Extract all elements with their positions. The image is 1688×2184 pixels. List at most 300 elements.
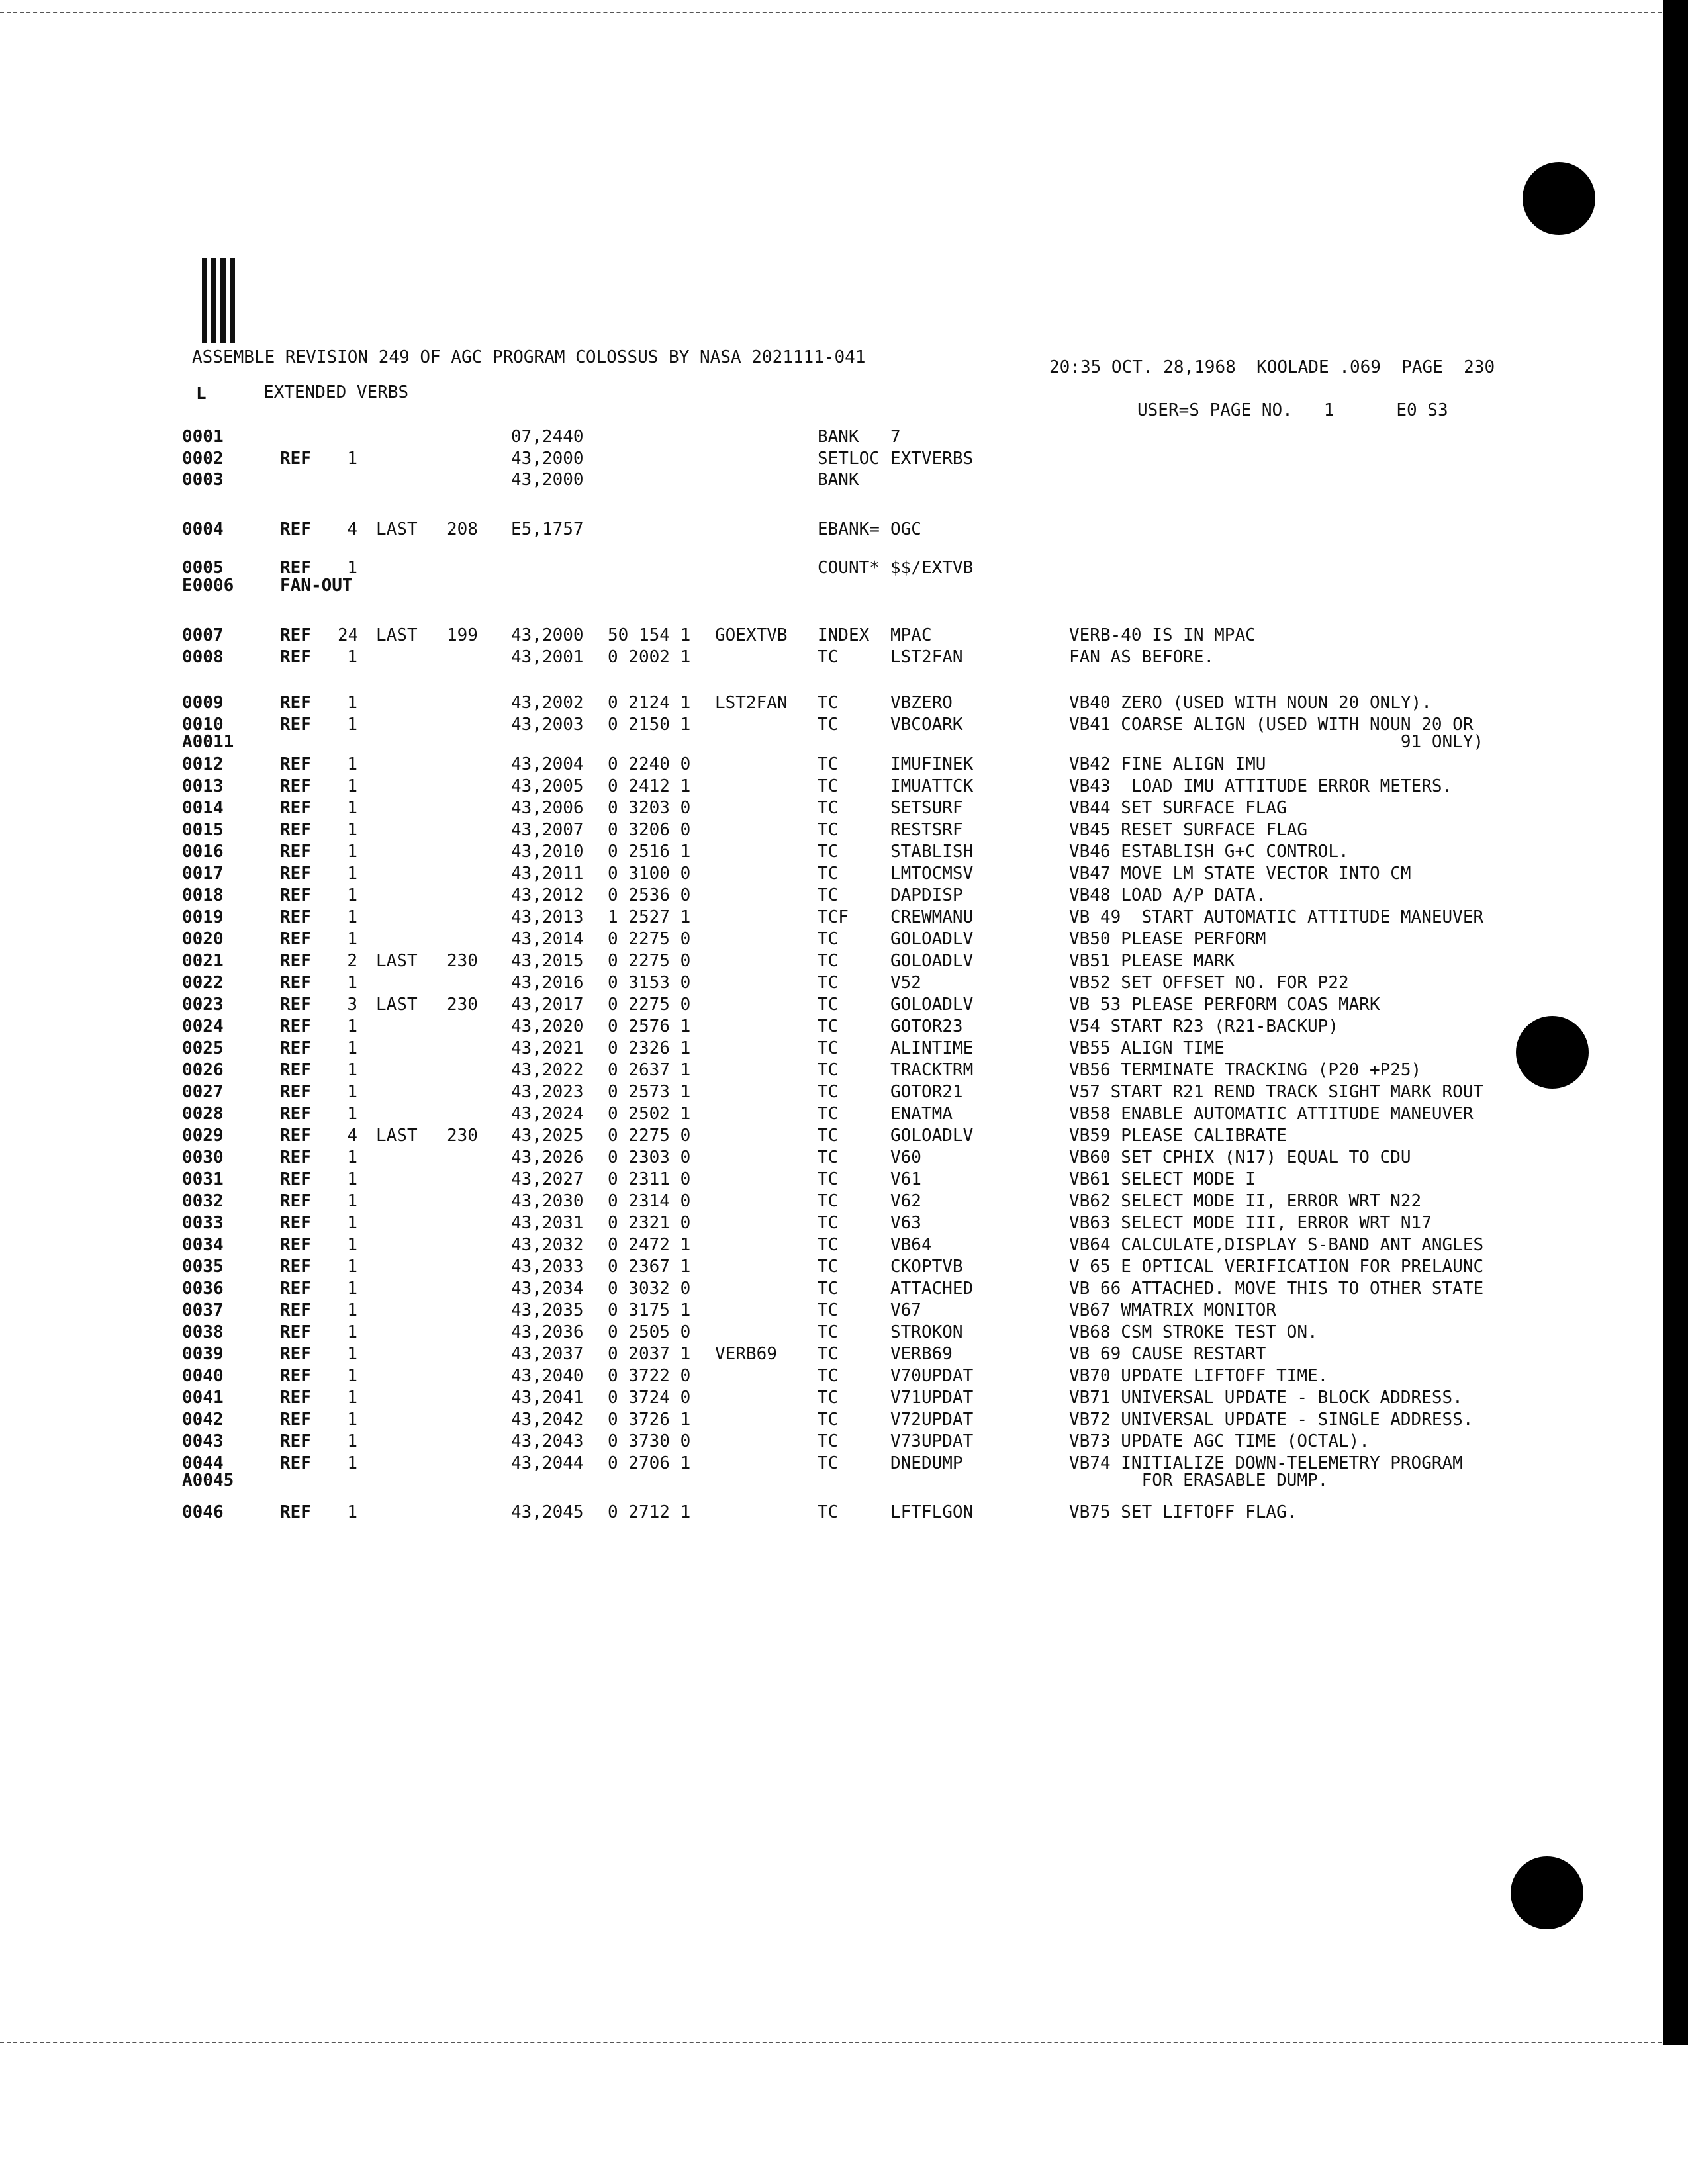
punch-hole-top: [1523, 162, 1595, 235]
cell-count: 1: [347, 1279, 357, 1298]
cell-comment: VB41 COARSE ALIGN (USED WITH NOUN 20 OR: [1069, 715, 1474, 735]
cell-line: E0006: [182, 576, 234, 596]
cell-line: 0030: [182, 1148, 224, 1167]
cell-addr: 43,2000: [511, 625, 584, 645]
cell-line: 0044: [182, 1453, 224, 1473]
cell-operand: V71UPDAT: [890, 1388, 974, 1408]
cell-operand: V73UPDAT: [890, 1432, 974, 1451]
cell-ref: REF: [280, 1388, 311, 1408]
cell-ref: REF: [280, 1257, 311, 1277]
cell-count: 1: [347, 776, 357, 796]
scan-border: [1663, 0, 1688, 2045]
cell-operand: VERB69: [890, 1344, 953, 1364]
cell-comment: 91 ONLY): [1069, 732, 1484, 752]
cell-code: 1 2527 1: [608, 907, 691, 927]
cell-count: 1: [347, 1038, 357, 1058]
cell-op: TC: [818, 1502, 839, 1522]
cell-operand: GOTOR21: [890, 1082, 963, 1102]
cell-ref: REF: [280, 1082, 311, 1102]
cell-comment: VB63 SELECT MODE III, ERROR WRT N17: [1069, 1213, 1432, 1233]
cell-op: TC: [818, 1126, 839, 1146]
cell-last: LAST: [376, 995, 418, 1015]
cell-count: 1: [347, 1169, 357, 1189]
cell-addr: 07,2440: [511, 427, 584, 447]
cell-op: TC: [818, 1169, 839, 1189]
cell-comment: V57 START R21 REND TRACK SIGHT MARK ROUT: [1069, 1082, 1484, 1102]
cell-addr: 43,2001: [511, 647, 584, 667]
cell-count: 1: [347, 973, 357, 993]
cell-count: 1: [347, 907, 357, 927]
page-top-edge: [0, 12, 1668, 13]
cell-comment: FOR ERASABLE DUMP.: [1069, 1471, 1329, 1490]
cell-ref: REF: [280, 1191, 311, 1211]
cell-addr: 43,2000: [511, 449, 584, 469]
cell-count: 1: [347, 693, 357, 713]
cell-ref: REF: [280, 973, 311, 993]
cell-addr: 43,2036: [511, 1322, 584, 1342]
cell-operand: LST2FAN: [890, 647, 963, 667]
cell-op: TC: [818, 864, 839, 884]
cell-count: 1: [347, 1432, 357, 1451]
cell-op: TC: [818, 1082, 839, 1102]
cell-line: 0038: [182, 1322, 224, 1342]
cell-op: TC: [818, 1235, 839, 1255]
cell-ref: REF: [280, 1213, 311, 1233]
cell-line: 0017: [182, 864, 224, 884]
cell-ref: REF: [280, 1344, 311, 1364]
cell-op: SETLOC: [818, 449, 880, 469]
cell-comment: VB42 FINE ALIGN IMU: [1069, 754, 1266, 774]
cell-comment: VB73 UPDATE AGC TIME (OCTAL).: [1069, 1432, 1370, 1451]
cell-addr: 43,2006: [511, 798, 584, 818]
cell-addr: 43,2021: [511, 1038, 584, 1058]
cell-comment: VB44 SET SURFACE FLAG: [1069, 798, 1287, 818]
cell-op: TC: [818, 1410, 839, 1430]
cell-line: 0014: [182, 798, 224, 818]
cell-operand: VBZERO: [890, 693, 953, 713]
cell-addr: 43,2016: [511, 973, 584, 993]
cell-comment: VB46 ESTABLISH G+C CONTROL.: [1069, 842, 1349, 862]
cell-code: 0 3153 0: [608, 973, 691, 993]
cell-line: 0001: [182, 427, 224, 447]
cell-operand: LFTFLGON: [890, 1502, 974, 1522]
cell-comment: VB56 TERMINATE TRACKING (P20 +P25): [1069, 1060, 1422, 1080]
cell-code: 0 2536 0: [608, 886, 691, 905]
cell-line: 0022: [182, 973, 224, 993]
cell-operand: STABLISH: [890, 842, 974, 862]
cell-op: TC: [818, 1279, 839, 1298]
cell-line: 0031: [182, 1169, 224, 1189]
cell-comment: VB62 SELECT MODE II, ERROR WRT N22: [1069, 1191, 1422, 1211]
cell-addr: 43,2022: [511, 1060, 584, 1080]
cell-count: 1: [347, 798, 357, 818]
cell-operand: RESTSRF: [890, 820, 963, 840]
punch-hole-middle: [1516, 1016, 1589, 1089]
cell-count: 1: [347, 1235, 357, 1255]
cell-count: 1: [347, 1322, 357, 1342]
cell-line: 0008: [182, 647, 224, 667]
cell-count: 1: [347, 1191, 357, 1211]
cell-line: 0010: [182, 715, 224, 735]
cell-op: TC: [818, 754, 839, 774]
binder-mark: [202, 258, 244, 343]
cell-addr: 43,2040: [511, 1366, 584, 1386]
cell-comment: VB74 INITIALIZE DOWN-TELEMETRY PROGRAM: [1069, 1453, 1463, 1473]
cell-addr: 43,2005: [511, 776, 584, 796]
cell-operand: MPAC: [890, 625, 932, 645]
cell-operand: V72UPDAT: [890, 1410, 974, 1430]
cell-code: 0 2472 1: [608, 1235, 691, 1255]
cell-line: 0019: [182, 907, 224, 927]
cell-code: 0 2502 1: [608, 1104, 691, 1124]
cell-line: 0002: [182, 449, 224, 469]
cell-count: 1: [347, 754, 357, 774]
cell-ref: REF: [280, 951, 311, 971]
cell-count: 3: [347, 995, 357, 1015]
cell-addr: 43,2044: [511, 1453, 584, 1473]
cell-line: 0046: [182, 1502, 224, 1522]
cell-addr: 43,2026: [511, 1148, 584, 1167]
cell-op: TC: [818, 693, 839, 713]
cell-addr: 43,2015: [511, 951, 584, 971]
cell-code: 0 2037 1: [608, 1344, 691, 1364]
cell-op: TC: [818, 929, 839, 949]
cell-code: 0 2275 0: [608, 1126, 691, 1146]
cell-comment: VB70 UPDATE LIFTOFF TIME.: [1069, 1366, 1329, 1386]
cell-operand: $$/EXTVB: [890, 558, 974, 578]
cell-operand: GOLOADLV: [890, 951, 974, 971]
cell-last: LAST: [376, 520, 418, 539]
cell-op: TC: [818, 1257, 839, 1277]
cell-line: 0013: [182, 776, 224, 796]
cell-operand: CKOPTVB: [890, 1257, 963, 1277]
cell-operand: VB64: [890, 1235, 932, 1255]
cell-op: TC: [818, 1453, 839, 1473]
cell-line: 0041: [182, 1388, 224, 1408]
cell-comment: VERB-40 IS IN MPAC: [1069, 625, 1256, 645]
cell-addr: 43,2007: [511, 820, 584, 840]
cell-ref: REF: [280, 1235, 311, 1255]
cell-code: 0 2311 0: [608, 1169, 691, 1189]
cell-operand: EXTVERBS: [890, 449, 974, 469]
cell-line: 0034: [182, 1235, 224, 1255]
user-page-info: USER=S PAGE NO. 1 E0 S3: [1137, 400, 1448, 420]
cell-op: TC: [818, 886, 839, 905]
cell-comment: VB68 CSM STROKE TEST ON.: [1069, 1322, 1318, 1342]
cell-ref: REF: [280, 776, 311, 796]
cell-ref: REF: [280, 864, 311, 884]
cell-line: 0015: [182, 820, 224, 840]
punch-hole-bottom: [1511, 1856, 1583, 1929]
cell-ref: REF: [280, 1366, 311, 1386]
cell-ref: REF: [280, 886, 311, 905]
cell-op: TC: [818, 715, 839, 735]
cell-line: 0033: [182, 1213, 224, 1233]
cell-op: TC: [818, 1191, 839, 1211]
cell-addr: 43,2011: [511, 864, 584, 884]
cell-code: 50 154 1: [608, 625, 691, 645]
cell-ref: REF: [280, 798, 311, 818]
cell-line: 0007: [182, 625, 224, 645]
cell-code: 0 2124 1: [608, 693, 691, 713]
cell-op: TC: [818, 1213, 839, 1233]
cell-operand: DNEDUMP: [890, 1453, 963, 1473]
section-title: EXTENDED VERBS: [263, 383, 409, 402]
cell-addr: E5,1757: [511, 520, 584, 539]
cell-op: TC: [818, 1366, 839, 1386]
cell-code: 0 2150 1: [608, 715, 691, 735]
cell-code: 0 2712 1: [608, 1502, 691, 1522]
cell-addr: 43,2045: [511, 1502, 584, 1522]
cell-line: 0036: [182, 1279, 224, 1298]
cell-op: TC: [818, 1017, 839, 1036]
cell-code: 0 2240 0: [608, 754, 691, 774]
cell-addr: 43,2017: [511, 995, 584, 1015]
cell-ref: REF: [280, 754, 311, 774]
cell-line: 0028: [182, 1104, 224, 1124]
cell-ref: REF: [280, 715, 311, 735]
cell-ref: REF: [280, 693, 311, 713]
cell-operand: GOLOADLV: [890, 929, 974, 949]
cell-ref: REF: [280, 1300, 311, 1320]
cell-operand: GOLOADLV: [890, 1126, 974, 1146]
cell-operand: GOLOADLV: [890, 995, 974, 1015]
section-marker: L: [196, 384, 207, 404]
cell-ref: REF: [280, 1279, 311, 1298]
cell-comment: FAN AS BEFORE.: [1069, 647, 1215, 667]
cell-count: 1: [347, 558, 357, 578]
cell-operand: OGC: [890, 520, 921, 539]
cell-addr: 43,2014: [511, 929, 584, 949]
cell-ref: REF: [280, 647, 311, 667]
cell-lastnum: 230: [447, 951, 478, 971]
cell-comment: VB40 ZERO (USED WITH NOUN 20 ONLY).: [1069, 693, 1432, 713]
cell-addr: 43,2010: [511, 842, 584, 862]
cell-code: 0 2275 0: [608, 929, 691, 949]
cell-addr: 43,2043: [511, 1432, 584, 1451]
cell-op: TC: [818, 951, 839, 971]
cell-count: 1: [347, 647, 357, 667]
cell-ref: REF: [280, 625, 311, 645]
cell-code: 0 2573 1: [608, 1082, 691, 1102]
cell-operand: ATTACHED: [890, 1279, 974, 1298]
cell-last: LAST: [376, 951, 418, 971]
cell-label: VERB69: [715, 1344, 777, 1364]
cell-addr: 43,2027: [511, 1169, 584, 1189]
cell-count: 24: [338, 625, 359, 645]
cell-operand: CREWMANU: [890, 907, 974, 927]
cell-comment: VB72 UNIVERSAL UPDATE - SINGLE ADDRESS.: [1069, 1410, 1474, 1430]
cell-count: 1: [347, 842, 357, 862]
cell-line: 0021: [182, 951, 224, 971]
cell-ref: REF: [280, 449, 311, 469]
cell-lastnum: 230: [447, 1126, 478, 1146]
cell-ref: REF: [280, 1126, 311, 1146]
cell-operand: TRACKTRM: [890, 1060, 974, 1080]
cell-addr: 43,2034: [511, 1279, 584, 1298]
cell-ref: REF: [280, 842, 311, 862]
cell-operand: GOTOR23: [890, 1017, 963, 1036]
cell-addr: 43,2042: [511, 1410, 584, 1430]
cell-line: 0029: [182, 1126, 224, 1146]
cell-op: TC: [818, 842, 839, 862]
cell-line: 0042: [182, 1410, 224, 1430]
cell-line: 0032: [182, 1191, 224, 1211]
cell-lastnum: 208: [447, 520, 478, 539]
cell-op: TC: [818, 1432, 839, 1451]
cell-last: LAST: [376, 625, 418, 645]
cell-op: EBANK=: [818, 520, 880, 539]
cell-count: 1: [347, 1060, 357, 1080]
cell-comment: VB 49 START AUTOMATIC ATTITUDE MANEUVER: [1069, 907, 1484, 927]
cell-count: 1: [347, 1344, 357, 1364]
cell-ref: REF: [280, 1060, 311, 1080]
cell-count: 1: [347, 1213, 357, 1233]
cell-code: 0 3032 0: [608, 1279, 691, 1298]
cell-operand: V61: [890, 1169, 921, 1189]
cell-code: 0 2706 1: [608, 1453, 691, 1473]
cell-count: 1: [347, 1104, 357, 1124]
cell-operand: DAPDISP: [890, 886, 963, 905]
cell-comment: VB75 SET LIFTOFF FLAG.: [1069, 1502, 1297, 1522]
cell-ref: REF: [280, 520, 311, 539]
cell-op: TC: [818, 1038, 839, 1058]
cell-count: 1: [347, 715, 357, 735]
cell-comment: VB58 ENABLE AUTOMATIC ATTITUDE MANEUVER: [1069, 1104, 1474, 1124]
cell-code: 0 2637 1: [608, 1060, 691, 1080]
cell-count: 1: [347, 1410, 357, 1430]
cell-line: A0045: [182, 1471, 234, 1490]
cell-op: TC: [818, 1148, 839, 1167]
cell-comment: VB 69 CAUSE RESTART: [1069, 1344, 1266, 1364]
cell-operand: SETSURF: [890, 798, 963, 818]
cell-op: BANK: [818, 470, 859, 490]
cell-line: 0009: [182, 693, 224, 713]
cell-op: COUNT*: [818, 558, 880, 578]
cell-line: A0011: [182, 732, 234, 752]
cell-operand: VBCOARK: [890, 715, 963, 735]
cell-addr: 43,2024: [511, 1104, 584, 1124]
run-info: 20:35 OCT. 28,1968 KOOLADE .069 PAGE 230: [1049, 357, 1495, 377]
assembly-header: ASSEMBLE REVISION 249 OF AGC PROGRAM COLOSSUS BY NASA 2021111-041: [192, 347, 866, 367]
cell-comment: VB59 PLEASE CALIBRATE: [1069, 1126, 1287, 1146]
cell-code: 0 2275 0: [608, 995, 691, 1015]
cell-label: GOEXTVB: [715, 625, 788, 645]
cell-count: 1: [347, 1148, 357, 1167]
cell-operand: V60: [890, 1148, 921, 1167]
cell-code: 0 3724 0: [608, 1388, 691, 1408]
cell-op: TC: [818, 647, 839, 667]
cell-count: 1: [347, 929, 357, 949]
cell-addr: 43,2002: [511, 693, 584, 713]
cell-label: LST2FAN: [715, 693, 788, 713]
cell-ref: FAN-OUT: [280, 576, 353, 596]
cell-operand: 7: [890, 427, 901, 447]
cell-ref: REF: [280, 1502, 311, 1522]
cell-code: 0 3175 1: [608, 1300, 691, 1320]
cell-ref: REF: [280, 558, 311, 578]
cell-count: 1: [347, 820, 357, 840]
cell-operand: V52: [890, 973, 921, 993]
cell-code: 0 3203 0: [608, 798, 691, 818]
cell-op: TC: [818, 973, 839, 993]
cell-comment: VB48 LOAD A/P DATA.: [1069, 886, 1266, 905]
cell-op: BANK: [818, 427, 859, 447]
cell-line: 0012: [182, 754, 224, 774]
cell-code: 0 2367 1: [608, 1257, 691, 1277]
cell-addr: 43,2041: [511, 1388, 584, 1408]
cell-code: 0 3726 1: [608, 1410, 691, 1430]
cell-ref: REF: [280, 1148, 311, 1167]
cell-comment: V54 START R23 (R21-BACKUP): [1069, 1017, 1338, 1036]
cell-op: TC: [818, 1388, 839, 1408]
cell-line: 0043: [182, 1432, 224, 1451]
cell-count: 2: [347, 951, 357, 971]
cell-count: 1: [347, 1257, 357, 1277]
cell-addr: 43,2012: [511, 886, 584, 905]
cell-addr: 43,2013: [511, 907, 584, 927]
cell-op: TC: [818, 1322, 839, 1342]
cell-addr: 43,2023: [511, 1082, 584, 1102]
cell-addr: 43,2031: [511, 1213, 584, 1233]
cell-count: 1: [347, 1366, 357, 1386]
cell-operand: V63: [890, 1213, 921, 1233]
cell-code: 0 3206 0: [608, 820, 691, 840]
cell-code: 0 2321 0: [608, 1213, 691, 1233]
cell-op: TC: [818, 1060, 839, 1080]
cell-operand: ENATMA: [890, 1104, 953, 1124]
cell-count: 1: [347, 864, 357, 884]
cell-op: TC: [818, 1300, 839, 1320]
cell-count: 1: [347, 1082, 357, 1102]
cell-comment: VB 53 PLEASE PERFORM COAS MARK: [1069, 995, 1380, 1015]
cell-count: 1: [347, 1453, 357, 1473]
cell-line: 0004: [182, 520, 224, 539]
cell-op: TCF: [818, 907, 849, 927]
cell-line: 0027: [182, 1082, 224, 1102]
cell-line: 0003: [182, 470, 224, 490]
cell-ref: REF: [280, 1453, 311, 1473]
cell-count: 1: [347, 1388, 357, 1408]
cell-comment: VB51 PLEASE MARK: [1069, 951, 1235, 971]
cell-comment: VB60 SET CPHIX (N17) EQUAL TO CDU: [1069, 1148, 1411, 1167]
cell-op: TC: [818, 995, 839, 1015]
cell-last: LAST: [376, 1126, 418, 1146]
cell-ref: REF: [280, 1410, 311, 1430]
cell-operand: V62: [890, 1191, 921, 1211]
cell-code: 0 2314 0: [608, 1191, 691, 1211]
cell-operand: LMTOCMSV: [890, 864, 974, 884]
cell-count: 4: [347, 1126, 357, 1146]
cell-addr: 43,2037: [511, 1344, 584, 1364]
cell-comment: VB 66 ATTACHED. MOVE THIS TO OTHER STATE: [1069, 1279, 1484, 1298]
cell-operand: IMUATTCK: [890, 776, 974, 796]
cell-code: 0 2505 0: [608, 1322, 691, 1342]
cell-comment: VB55 ALIGN TIME: [1069, 1038, 1225, 1058]
cell-ref: REF: [280, 1432, 311, 1451]
cell-line: 0039: [182, 1344, 224, 1364]
cell-addr: 43,2003: [511, 715, 584, 735]
cell-comment: VB43 LOAD IMU ATTITUDE ERROR METERS.: [1069, 776, 1453, 796]
cell-code: 0 3730 0: [608, 1432, 691, 1451]
cell-addr: 43,2004: [511, 754, 584, 774]
cell-lastnum: 199: [447, 625, 478, 645]
cell-operand: ALINTIME: [890, 1038, 974, 1058]
cell-count: 4: [347, 520, 357, 539]
cell-comment: VB71 UNIVERSAL UPDATE - BLOCK ADDRESS.: [1069, 1388, 1463, 1408]
cell-count: 1: [347, 1017, 357, 1036]
cell-comment: V 65 E OPTICAL VERIFICATION FOR PRELAUNC: [1069, 1257, 1484, 1277]
